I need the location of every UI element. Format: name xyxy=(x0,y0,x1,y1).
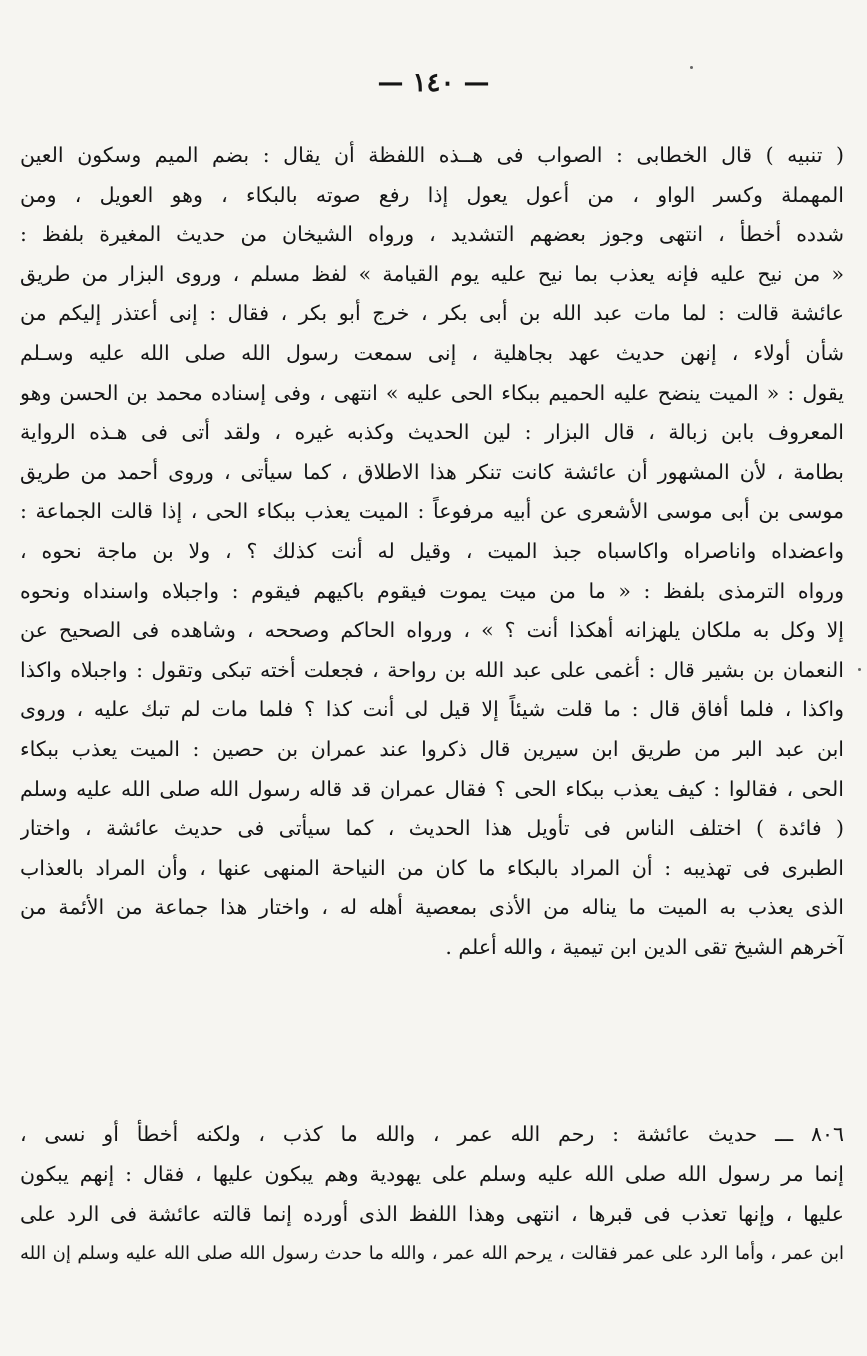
text-line: الحى ، فقالوا : كيف يعذب ببكاء الحى ؟ فقال عمران قد قاله رسول الله صلى الله عليه وسلم xyxy=(20,776,844,801)
text-line: المعروف بابن زبالة ، قال البزار : لين الحديث وكذبه غيره ، ولقد أتى فى هـذه الرواية xyxy=(20,420,844,445)
text-line: المهملة وكسر الواو ، من أعول يعول إذا رفع صوته بالبكاء ، وهو العويل ، ومن xyxy=(20,182,844,207)
paragraph-tanbih-faida xyxy=(20,136,844,967)
text-line: الطبرى فى تهذيبه : أن المراد بالبكاء ما كان من النياحة المنهى عنها ، وأن المراد بالعذاب xyxy=(20,855,844,880)
text-line: ( تنبيه ) قال الخطابى : الصواب فى هــذه اللفظة أن يقال : بضم الميم وسكون العين xyxy=(20,143,844,167)
paper-speck xyxy=(858,668,861,671)
text-line: ورواه الترمذى بلفظ : « ما من ميت يموت فيقوم باكيهم فيقوم : واجبلاه واسنداه ونحوه xyxy=(20,578,844,603)
text-line: النعمان بن بشير قال : أغمى على عبد الله بن رواحة ، فجعلت أخته تبكى وتقول : واجبلاه واكذا xyxy=(20,657,844,682)
paper-speck xyxy=(690,66,693,69)
text-line: يقول : « الميت ينضح عليه الحميم ببكاء الحى عليه » انتهى ، وفى إسناده محمد بن الحسن وهو xyxy=(20,380,844,405)
text-line: آخرهم الشيخ تقى الدين ابن تيمية ، والله أعلم . xyxy=(445,934,844,959)
paragraph-hadith-806 xyxy=(20,1114,844,1274)
text-line: ٨٠٦ ـــ حديث عائشة : رحم الله عمر ، والله ما كذب ، ولكنه أخطأ أو نسى ، xyxy=(20,1122,844,1146)
text-line: ابن عمر ، وأما الرد على عمر فقالت ، يرحم الله عمر ، والله ما حدث رسول الله صلى الله عليه وسلم إن الله xyxy=(20,1243,844,1264)
text-line: « من نيح عليه فإنه يعذب بما نيح عليه يوم القيامة » لفظ مسلم ، وروى البزار من طريق xyxy=(20,261,844,286)
text-line: إنما مر رسول الله صلى الله عليه وسلم على يهودية وهم يبكون عليها ، فقال : إنهم يبكون xyxy=(20,1162,844,1186)
text-line: بطامة ، لأن المشهور أن عائشة كانت تنكر هذا الاطلاق ، كما سيأتى ، وروى أحمد من طريق xyxy=(20,459,844,484)
text-line: ابن عبد البر من طريق ابن سيرين قال ذكروا عند عمران بن حصين : الميت يعذب ببكاء xyxy=(20,736,844,761)
text-line: شدده أخطأ ، انتهى وجوز بعضهم التشديد ، ورواه الشيخان من حديث المغيرة بلفظ : xyxy=(20,222,844,247)
text-line: واعضداه واناصراه واكاسباه جبذ الميت ، وقيل له أنت كذلك ؟ ، ولا بن ماجة نحوه ، xyxy=(20,538,844,563)
text-line: واكذا ، فلما أفاق قال : ما قلت شيئاً إلا قيل لى أنت كذا ؟ فلما مات لم تبك عليه ، وروى xyxy=(20,697,844,722)
text-line: إلا وكل به ملكان يلهزانه أهكذا أنت ؟ » ، ورواه الحاكم وصححه ، وشاهده فى الصحيح عن xyxy=(20,618,844,643)
text-line: عائشة قالت : لما مات عبد الله بن أبى بكر ، خرج أبو بكر ، فقال : إنى أعتذر إليكم من xyxy=(20,301,844,326)
text-line: عليها ، وإنها تعذب فى قبرها ، انتهى وهذا اللفظ الذى أورده إنما قالته عائشة فى الرد على xyxy=(20,1202,844,1226)
text-line: الذى يعذب به الميت ما يناله من الأذى بمعصية أهله له ، واختار هذا جماعة من الأئمة من xyxy=(20,895,844,920)
text-line: موسى بن أبى موسى الأشعرى عن أبيه مرفوعاً : الميت يعذب ببكاء الحى ، إذا قالت الجماعة : xyxy=(20,499,844,524)
text-line: ( فائدة ) اختلف الناس فى تأويل هذا الحديث ، كما سيأتى فى حديث عائشة ، واختار xyxy=(20,816,844,841)
page-number: — ١٤٠ — xyxy=(377,68,490,98)
text-line: شأن أولاء ، إنهن حديث عهد بجاهلية ، إنى سمعت رسول الله صلى الله عليه وسـلم xyxy=(20,340,844,365)
